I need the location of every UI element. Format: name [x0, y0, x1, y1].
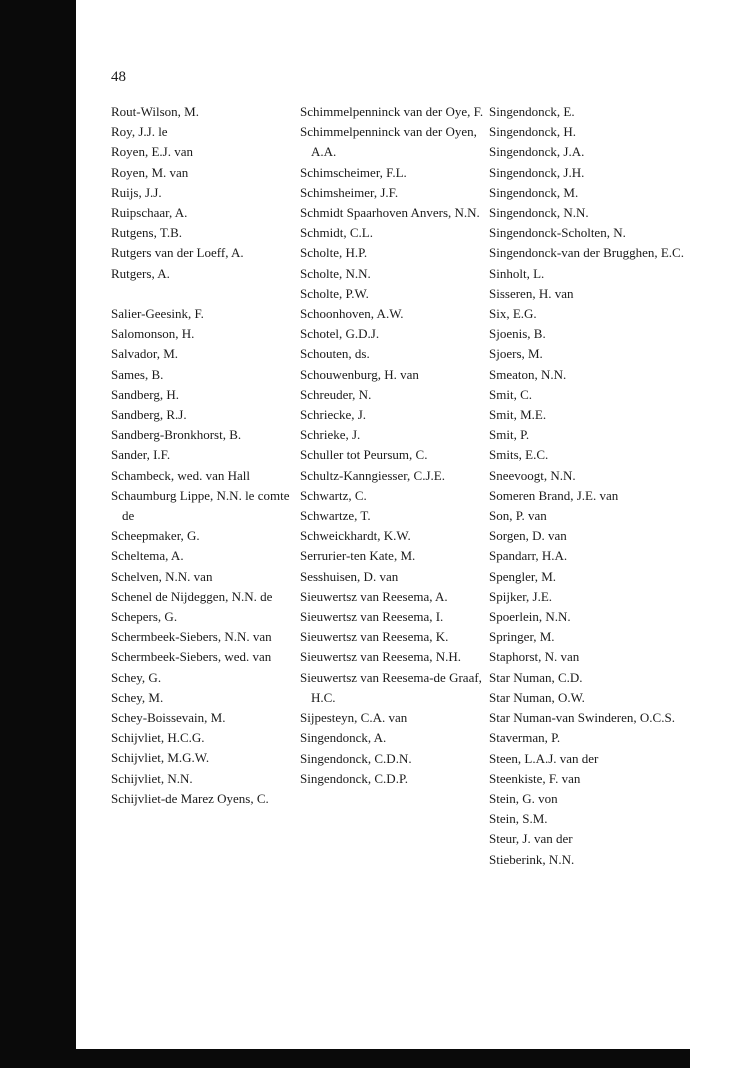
index-entry: Schenel de Nijdeggen, N.N. de: [111, 588, 273, 604]
index-entry: Spandarr, H.A.: [489, 548, 568, 564]
index-entry: Schreuder, N.: [300, 386, 372, 402]
section-gap: [111, 284, 293, 304]
index-entry: Staverman, P.: [489, 730, 561, 746]
index-entry: Ruipschaar, A.: [111, 205, 188, 221]
index-entry: Schouten, ds.: [300, 346, 370, 362]
index-entry: Schey, G.: [111, 669, 162, 685]
name-column-1: [111, 102, 293, 809]
index-entry: Spoerlein, N.N.: [489, 609, 571, 625]
index-entry: Singendonck-Scholten, N.: [489, 225, 626, 241]
index-entry: Sieuwertsz van Reesema, N.H.: [300, 649, 462, 665]
index-entry: Serrurier-ten Kate, M.: [300, 548, 416, 564]
index-entry: Sieuwertsz van Reesema, K.: [300, 629, 449, 645]
index-entry: Roy, J.J. le: [111, 124, 168, 140]
index-entry: Sneevoogt, N.N.: [489, 467, 576, 483]
index-entry: Schweickhardt, K.W.: [300, 528, 411, 544]
index-entry: Scholte, H.P.: [300, 245, 368, 261]
index-entry: Singendonck, C.D.P.: [300, 770, 408, 786]
index-entry: Scheepmaker, G.: [111, 528, 200, 544]
index-entry: Sieuwertsz van Reesema, A.: [300, 588, 448, 604]
index-entry: Singendonck, H.: [489, 124, 577, 140]
index-entry: Sjoers, M.: [489, 346, 543, 362]
name-column-2: [300, 102, 485, 789]
index-entry: Sesshuisen, D. van: [300, 568, 399, 584]
index-entry: Schrieke, J.: [300, 427, 361, 443]
index-entry: Star Numan, O.W.: [489, 689, 585, 705]
index-entry: Smits, E.C.: [489, 447, 549, 463]
index-entry: Schepers, G.: [111, 609, 178, 625]
index-entry: Royen, M. van: [111, 164, 189, 180]
index-entry: Sisseren, H. van: [489, 285, 574, 301]
index-entry: Smeaton, N.N.: [489, 366, 567, 382]
index-entry: Sjoenis, B.: [489, 326, 546, 342]
index-entry: Smit, M.E.: [489, 407, 547, 423]
index-entry: Spengler, M.: [489, 568, 556, 584]
index-entry: Schermbeek-Siebers, N.N. van: [111, 629, 272, 645]
index-entry: Schijvliet, H.C.G.: [111, 730, 205, 746]
index-entry: Sijpesteyn, C.A. van: [300, 710, 408, 726]
index-entry: Sinholt, L.: [489, 265, 545, 281]
index-entry: Singendonck, A.: [300, 730, 387, 746]
index-entry: Schijvliet-de Marez Oyens, C.: [111, 790, 269, 806]
index-entry: Schimmelpenninck van der Oyen, A.A.: [300, 124, 477, 160]
index-entry: Sandberg-Bronkhorst, B.: [111, 427, 242, 443]
index-entry: Singendonck, E.: [489, 104, 575, 119]
index-entry: Schmidt Spaarhoven Anvers, N.N.: [300, 205, 480, 221]
index-entry: Sandberg, H.: [111, 386, 180, 402]
index-entry: Steen, L.A.J. van der: [489, 750, 599, 766]
index-entry: Schwartze, T.: [300, 508, 371, 524]
index-entry: Schermbeek-Siebers, wed. van: [111, 649, 272, 665]
index-entry: Salvador, M.: [111, 346, 178, 362]
index-entry: Schaumburg Lippe, N.N. le comte de: [111, 487, 290, 524]
index-entry: Scheltema, A.: [111, 548, 184, 564]
index-entry: Singendonck-van der Brugghen, E.C.: [489, 245, 684, 261]
index-entry: Salomonson, H.: [111, 326, 195, 342]
index-entry: Royen, E.J. van: [111, 144, 193, 160]
index-entry: Stieberink, N.N.: [489, 851, 575, 867]
index-entry: Salier-Geesink, F.: [111, 306, 204, 322]
index-entry: Sorgen, D. van: [489, 528, 567, 544]
index-entry: Singendonck, M.: [489, 184, 579, 200]
index-entry: Spijker, J.E.: [489, 588, 553, 604]
index-entry: Schelven, N.N. van: [111, 568, 213, 584]
page-number: 48: [111, 69, 126, 85]
index-entry: Sieuwertsz van Reesema-de Graaf, H.C.: [300, 669, 482, 705]
index-entry: Rutgers, A.: [111, 265, 170, 281]
index-entry: Staphorst, N. van: [489, 649, 580, 665]
index-entry: Smit, P.: [489, 427, 530, 443]
scan-edge-bottom: [76, 1049, 690, 1068]
index-entry: Sames, B.: [111, 366, 164, 382]
index-entry: Schotel, G.D.J.: [300, 326, 380, 342]
index-entry: Schey, M.: [111, 689, 164, 705]
index-entry: Schriecke, J.: [300, 407, 367, 423]
index-entry: Someren Brand, J.E. van: [489, 487, 619, 503]
index-entry: Schambeck, wed. van Hall: [111, 467, 250, 483]
index-entry: Schey-Boissevain, M.: [111, 710, 226, 726]
index-entry: Singendonck, J.H.: [489, 164, 585, 180]
index-entry: Schimmelpenninck van der Oye, F.: [300, 104, 484, 119]
index-entry: Singendonck, C.D.N.: [300, 750, 412, 766]
index-entry: Star Numan, C.D.: [489, 669, 583, 685]
index-entry: Schultz-Kanngiesser, C.J.E.: [300, 467, 445, 483]
index-entry: Star Numan-van Swinderen, O.C.S.: [489, 710, 675, 726]
index-entry: Schwartz, C.: [300, 487, 367, 503]
index-entry: Sandberg, R.J.: [111, 407, 187, 423]
index-entry: Rutgens, T.B.: [111, 225, 183, 241]
index-entry: Smit, C.: [489, 386, 532, 402]
index-entry: Schijvliet, M.G.W.: [111, 750, 210, 766]
index-entry: Schuller tot Peursum, C.: [300, 447, 428, 463]
index-entry: Sander, I.F.: [111, 447, 171, 463]
index-entry: Rout-Wilson, M.: [111, 104, 199, 119]
index-entry: Ruijs, J.J.: [111, 184, 162, 200]
index-entry: Schijvliet, N.N.: [111, 770, 193, 786]
index-entry: Scholte, P.W.: [300, 285, 369, 301]
index-entry: Singendonck, N.N.: [489, 205, 589, 221]
index-entry: Springer, M.: [489, 629, 555, 645]
index-entry: Son, P. van: [489, 508, 547, 524]
index-entry: Sieuwertsz van Reesema, I.: [300, 609, 444, 625]
index-entry: Stein, G. von: [489, 790, 558, 806]
index-entry: Singendonck, J.A.: [489, 144, 585, 160]
index-entry: Rutgers van der Loeff, A.: [111, 245, 244, 261]
index-entry: Scholte, N.N.: [300, 265, 371, 281]
index-entry: Schoonhoven, A.W.: [300, 306, 404, 322]
index-entry: Schouwenburg, H. van: [300, 366, 419, 382]
index-entry: Stein, S.M.: [489, 811, 548, 827]
index-entry: Schmidt, C.L.: [300, 225, 373, 241]
index-entry: Schimsheimer, J.F.: [300, 184, 399, 200]
index-entry: Steur, J. van der: [489, 831, 573, 847]
index-entry: Six, E.G.: [489, 306, 537, 322]
index-entry: Schimscheimer, F.L.: [300, 164, 407, 180]
scan-edge-left: [0, 0, 76, 1068]
name-column-3: [489, 102, 689, 870]
index-entry: Steenkiste, F. van: [489, 770, 581, 786]
